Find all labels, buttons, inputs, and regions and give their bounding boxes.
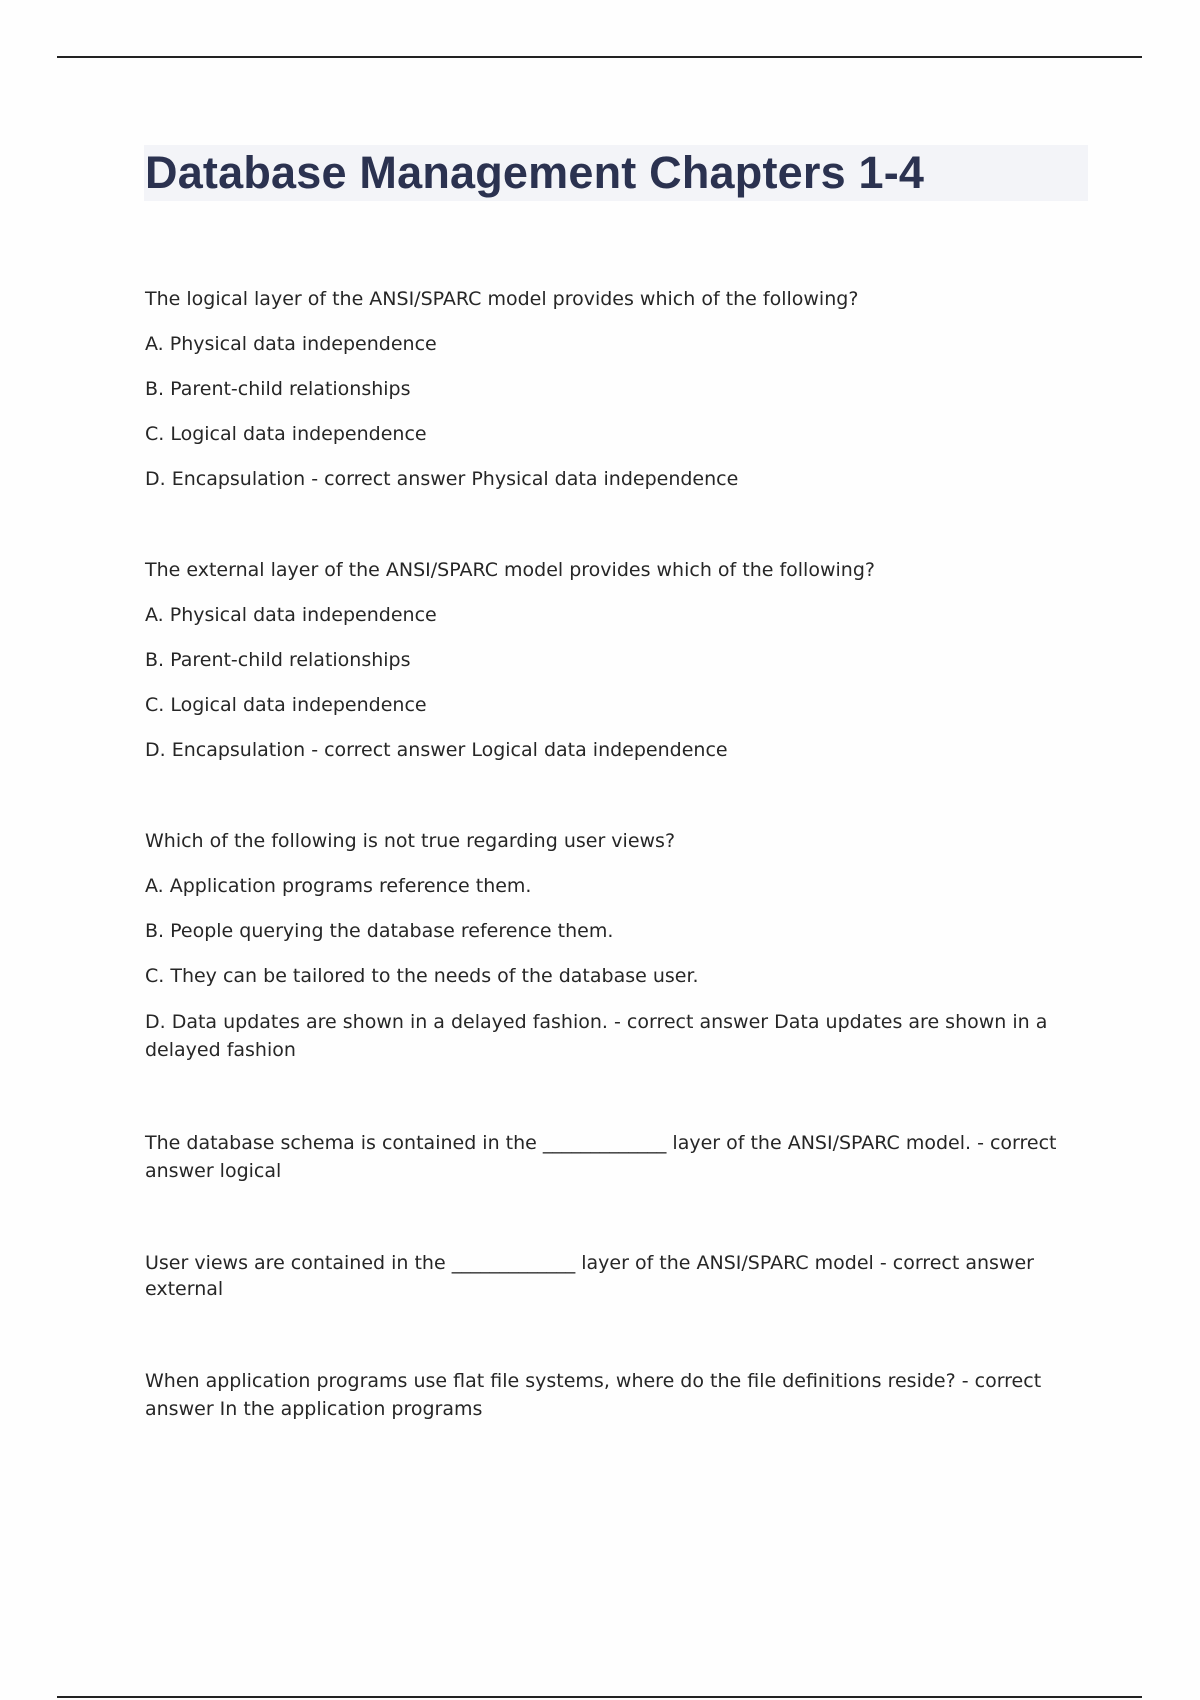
answer-option: D. Encapsulation - correct answer Logical data independence	[145, 739, 728, 761]
answer-option: D. Encapsulation - correct answer Physical data independence	[145, 468, 739, 490]
document-content	[145, 286, 1090, 1423]
question-text: The database schema is contained in the _____________ layer of the ANSI/SPARC model. - correct answer logical	[145, 1132, 1057, 1182]
answer-option: A. Application programs reference them.	[145, 875, 532, 897]
question-block	[145, 1250, 1090, 1302]
question-block	[145, 1367, 1090, 1423]
question-text: When application programs use flat file systems, where do the file definitions reside? - correct answer In the application programs	[145, 1370, 1042, 1420]
header-rule	[57, 56, 1142, 58]
question-text: The external layer of the ANSI/SPARC model provides which of the following?	[145, 559, 875, 581]
answer-option: B. People querying the database reference them.	[145, 920, 614, 942]
question-text: User views are contained in the _____________ layer of the ANSI/SPARC model - correct answer external	[145, 1252, 1034, 1300]
question-block	[145, 557, 1090, 763]
answer-option: B. Parent-child relationships	[145, 649, 411, 671]
answer-option: D. Data updates are shown in a delayed fashion. - correct answer Data updates are shown in a delayed fashion	[145, 1011, 1048, 1061]
question-block	[145, 1129, 1090, 1185]
answer-option: B. Parent-child relationships	[145, 378, 411, 400]
question-text: The logical layer of the ANSI/SPARC model provides which of the following?	[145, 288, 859, 310]
answer-option: C. Logical data independence	[145, 423, 427, 445]
footer-rule	[57, 1696, 1142, 1698]
question-block	[145, 286, 1090, 492]
answer-option: C. Logical data independence	[145, 694, 427, 716]
answer-option: A. Physical data independence	[145, 604, 437, 626]
question-text: Which of the following is not true regarding user views?	[145, 830, 676, 852]
question-block	[145, 828, 1090, 1064]
answer-option: A. Physical data independence	[145, 333, 437, 355]
document-title: Database Management Chapters 1-4	[145, 147, 925, 198]
answer-option: C. They can be tailored to the needs of the database user.	[145, 965, 699, 987]
